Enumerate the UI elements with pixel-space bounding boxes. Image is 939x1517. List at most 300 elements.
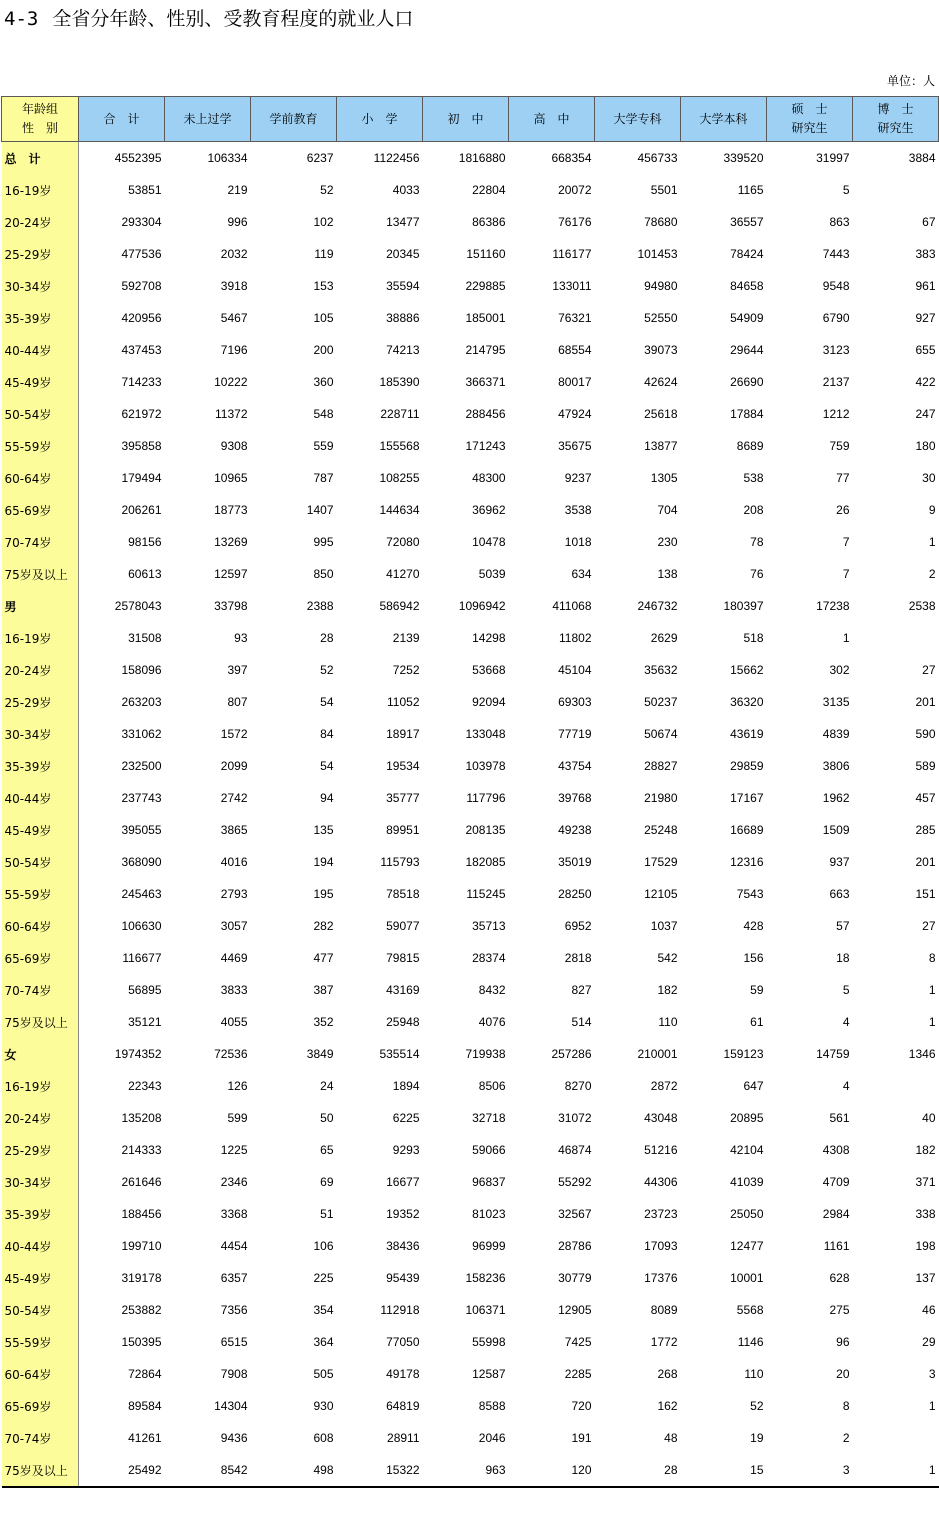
table-cell: 3135 <box>822 695 850 709</box>
table-cell: 1 <box>842 631 850 645</box>
table-cell <box>853 622 939 654</box>
header-line: 性 别 <box>21 121 58 135</box>
table-cell: 67 <box>922 215 936 229</box>
table-cell: 151 <box>915 887 936 901</box>
table-cell: 28374 <box>472 951 506 965</box>
table-row <box>2 558 939 590</box>
table-cell: 360 <box>313 375 334 389</box>
table-cell: 3 <box>928 1367 936 1381</box>
table-cell: 135208 <box>121 1111 162 1125</box>
table-cell: 96999 <box>472 1239 506 1253</box>
table-cell: 4469 <box>220 951 248 965</box>
table-cell: 98156 <box>128 535 162 549</box>
row-label: 65-69岁 <box>2 942 79 974</box>
table-cell: 232500 <box>121 759 162 773</box>
table-cell: 2742 <box>220 791 248 805</box>
table-cell: 3806 <box>822 759 850 773</box>
table-row <box>2 1358 939 1390</box>
table-cell: 9237 <box>564 471 592 485</box>
row-label: 45-49岁 <box>2 366 79 398</box>
table-cell: 1165 <box>737 183 764 197</box>
row-label: 男 <box>2 590 79 622</box>
table-row <box>2 654 939 686</box>
table-cell: 194 <box>313 855 334 869</box>
table-cell: 35713 <box>472 919 506 933</box>
table-cell: 182 <box>915 1143 936 1157</box>
table-cell: 719938 <box>465 1047 506 1061</box>
table-cell: 514 <box>571 1015 592 1029</box>
table-cell: 179494 <box>121 471 162 485</box>
table-cell: 8270 <box>564 1079 592 1093</box>
table-row <box>2 1454 939 1487</box>
table-cell: 32718 <box>472 1111 506 1125</box>
table-cell: 12587 <box>472 1367 506 1381</box>
table-cell: 263203 <box>121 695 162 709</box>
row-label: 16-19岁 <box>2 1070 79 1102</box>
table-cell: 237743 <box>121 791 162 805</box>
table-cell: 807 <box>227 695 248 709</box>
table-cell: 20345 <box>386 247 420 261</box>
table-cell: 559 <box>313 439 334 453</box>
row-label: 40-44岁 <box>2 334 79 366</box>
table-cell: 1 <box>928 1399 936 1413</box>
table-cell: 93 <box>234 631 248 645</box>
table-cell: 228711 <box>380 407 420 421</box>
table-row <box>2 430 939 462</box>
table-cell: 36962 <box>472 503 506 517</box>
table-cell: 13877 <box>644 439 678 453</box>
table-cell: 55998 <box>472 1335 506 1349</box>
table-cell: 428 <box>743 919 764 933</box>
table-cell: 3849 <box>306 1047 334 1061</box>
table-cell: 2046 <box>478 1431 506 1445</box>
table-cell: 17529 <box>644 855 678 869</box>
table-cell: 229885 <box>465 279 506 293</box>
table-cell: 371 <box>915 1175 936 1189</box>
table-cell: 14304 <box>214 1399 248 1413</box>
table-cell: 477536 <box>121 247 162 261</box>
table-cell: 84 <box>320 727 334 741</box>
table-cell: 8588 <box>478 1399 506 1413</box>
table-row <box>2 782 939 814</box>
table-cell: 77 <box>836 471 850 485</box>
table-row <box>2 750 939 782</box>
table-cell: 43169 <box>386 983 420 997</box>
table-cell: 55292 <box>558 1175 592 1189</box>
table-cell: 36557 <box>730 215 764 229</box>
table-cell: 49238 <box>558 823 592 837</box>
table-cell: 319178 <box>121 1271 162 1285</box>
table-cell: 2137 <box>822 375 850 389</box>
table-cell: 31997 <box>816 151 850 165</box>
table-row <box>2 206 939 238</box>
column-header <box>337 97 423 142</box>
table-cell: 78 <box>750 535 764 549</box>
table-cell: 14298 <box>472 631 506 645</box>
table-cell: 7443 <box>822 247 850 261</box>
table-cell: 2032 <box>220 247 248 261</box>
table-row <box>2 718 939 750</box>
table-cell: 366371 <box>465 375 506 389</box>
table-cell: 12477 <box>730 1239 764 1253</box>
table-cell: 1212 <box>822 407 850 421</box>
table-row <box>2 270 939 302</box>
table-cell: 133048 <box>465 727 506 741</box>
table-cell: 84658 <box>730 279 764 293</box>
table-cell: 208 <box>743 503 764 517</box>
table-row <box>2 1294 939 1326</box>
table-cell: 2346 <box>220 1175 248 1189</box>
table-cell: 77050 <box>386 1335 420 1349</box>
table-row <box>2 622 939 654</box>
table-row <box>2 814 939 846</box>
table-cell: 59066 <box>472 1143 506 1157</box>
table-cell: 1122456 <box>373 151 420 165</box>
table-cell: 22343 <box>128 1079 162 1093</box>
table-cell: 206261 <box>121 503 162 517</box>
table-row <box>2 1102 939 1134</box>
table-cell: 86386 <box>472 215 506 229</box>
header-line: 大学本科 <box>699 111 748 126</box>
table-cell: 4 <box>842 1079 850 1093</box>
row-label: 45-49岁 <box>2 814 79 846</box>
table-cell: 31072 <box>558 1111 592 1125</box>
table-cell: 74213 <box>386 343 420 357</box>
table-cell: 9293 <box>392 1143 420 1157</box>
row-label: 70-74岁 <box>2 526 79 558</box>
table-cell: 47924 <box>558 407 592 421</box>
table-cell: 1225 <box>220 1143 248 1157</box>
row-label: 60-64岁 <box>2 910 79 942</box>
column-header <box>165 97 251 142</box>
table-row <box>2 1166 939 1198</box>
header-line: 年龄组 <box>21 102 58 116</box>
table-cell: 138 <box>657 567 678 581</box>
row-label: 55-59岁 <box>2 878 79 910</box>
table-cell: 68554 <box>558 343 592 357</box>
table-cell: 4839 <box>822 727 850 741</box>
table-cell: 30 <box>922 471 936 485</box>
table-cell: 23723 <box>644 1207 678 1221</box>
table-cell: 634 <box>571 567 592 581</box>
table-cell: 5 <box>842 183 850 197</box>
table-cell: 78424 <box>730 247 764 261</box>
table-cell: 257286 <box>551 1047 592 1061</box>
table-cell: 158096 <box>121 663 162 677</box>
table-cell: 120 <box>509 1454 595 1487</box>
table-cell: 103978 <box>465 759 506 773</box>
column-header <box>509 97 595 142</box>
table-cell: 2872 <box>650 1079 678 1093</box>
table-row <box>2 590 939 622</box>
table-cell: 180 <box>915 439 936 453</box>
table-row <box>2 1390 939 1422</box>
table-cell: 38436 <box>386 1239 420 1253</box>
table-cell: 208135 <box>465 823 506 837</box>
table-cell: 7 <box>842 567 850 581</box>
table-cell: 6952 <box>564 919 592 933</box>
table-cell: 275 <box>829 1303 850 1317</box>
table-cell: 2538 <box>908 599 936 613</box>
table-cell: 247 <box>915 407 936 421</box>
table-row <box>2 302 939 334</box>
table-cell: 246732 <box>637 599 678 613</box>
table-cell: 7252 <box>392 663 420 677</box>
table-number: 4-3 <box>4 8 39 30</box>
table-cell: 31508 <box>128 631 162 645</box>
table-cell: 1096942 <box>458 599 506 613</box>
table-cell: 2984 <box>822 1207 850 1221</box>
table-row <box>2 174 939 206</box>
table-cell: 59 <box>750 983 764 997</box>
table-cell: 35777 <box>386 791 420 805</box>
row-label: 30-34岁 <box>2 718 79 750</box>
row-label: 25-29岁 <box>2 238 79 270</box>
table-cell: 1962 <box>822 791 850 805</box>
table-cell: 52 <box>750 1399 764 1413</box>
table-cell: 61 <box>750 1015 764 1029</box>
table-cell: 106 <box>313 1239 334 1253</box>
table-cell: 4454 <box>220 1239 248 1253</box>
table-cell: 2 <box>842 1431 850 1445</box>
table-cell: 76 <box>750 567 764 581</box>
table-cell: 30779 <box>558 1271 592 1285</box>
table-cell: 115245 <box>466 887 506 901</box>
table-row <box>2 878 939 910</box>
table-cell: 33798 <box>214 599 248 613</box>
table-cell: 119 <box>314 247 334 261</box>
table-cell: 26690 <box>730 375 764 389</box>
table-cell: 40 <box>922 1111 936 1125</box>
table-cell: 89584 <box>128 1399 162 1413</box>
table-cell: 72080 <box>386 535 420 549</box>
table-cell: 96837 <box>472 1175 506 1189</box>
table-cell: 2139 <box>392 631 420 645</box>
table-cell: 1816880 <box>458 151 506 165</box>
table-row <box>2 974 939 1006</box>
table-cell: 4033 <box>392 183 420 197</box>
table-cell: 53851 <box>128 183 162 197</box>
row-label: 55-59岁 <box>2 1326 79 1358</box>
table-cell: 94 <box>320 791 334 805</box>
table-cell: 8542 <box>165 1454 251 1487</box>
table-cell: 411068 <box>552 599 592 613</box>
table-cell: 27 <box>922 919 936 933</box>
table-cell: 43619 <box>730 727 764 741</box>
table-cell: 182 <box>657 983 678 997</box>
table-cell: 115793 <box>380 855 420 869</box>
table-cell: 28 <box>320 631 334 645</box>
table-cell: 76321 <box>558 311 592 325</box>
table-cell: 133011 <box>552 279 592 293</box>
table-cell: 35594 <box>386 279 420 293</box>
table-cell: 5039 <box>478 567 506 581</box>
table-cell: 43754 <box>558 759 592 773</box>
table-cell: 39073 <box>644 343 678 357</box>
table-cell: 4308 <box>822 1143 850 1157</box>
table-cell: 81023 <box>472 1207 506 1221</box>
row-label: 25-29岁 <box>2 686 79 718</box>
row-label: 60-64岁 <box>2 462 79 494</box>
table-cell: 1161 <box>823 1239 850 1253</box>
table-cell: 95439 <box>386 1271 420 1285</box>
table-cell: 89951 <box>386 823 420 837</box>
table-cell: 1037 <box>650 919 678 933</box>
table-cell: 225 <box>313 1271 334 1285</box>
table-cell: 245463 <box>121 887 162 901</box>
table-cell: 10965 <box>214 471 248 485</box>
table-cell: 35675 <box>558 439 592 453</box>
table-cell: 39768 <box>558 791 592 805</box>
table-cell: 10222 <box>214 375 248 389</box>
table-cell: 13269 <box>214 535 248 549</box>
table-cell: 185390 <box>379 375 420 389</box>
table-cell: 112918 <box>380 1303 420 1317</box>
table-cell: 25618 <box>644 407 678 421</box>
table-cell: 155568 <box>379 439 420 453</box>
table-cell: 29644 <box>730 343 764 357</box>
table-cell: 50 <box>320 1111 334 1125</box>
table-cell: 996 <box>227 215 248 229</box>
header-line: 研究生 <box>877 121 914 135</box>
table-cell: 69 <box>320 1175 334 1189</box>
table-cell: 38886 <box>386 311 420 325</box>
table-cell: 2793 <box>220 887 248 901</box>
column-header <box>853 97 939 142</box>
table-cell: 135 <box>313 823 334 837</box>
table-cell: 13477 <box>386 215 420 229</box>
table-cell: 28827 <box>644 759 678 773</box>
table-cell: 561 <box>829 1111 850 1125</box>
table-cell: 1572 <box>220 727 248 741</box>
table-cell: 3 <box>767 1454 853 1487</box>
table-cell: 3833 <box>220 983 248 997</box>
table-cell: 608 <box>313 1431 334 1445</box>
table-cell: 6790 <box>822 311 850 325</box>
table-cell: 9548 <box>822 279 850 293</box>
table-cell: 505 <box>313 1367 334 1381</box>
table-cell: 14759 <box>816 1047 850 1061</box>
table-cell: 35121 <box>128 1015 162 1029</box>
table-row <box>2 1422 939 1454</box>
table-cell: 8 <box>842 1399 850 1413</box>
table-cell: 827 <box>571 983 592 997</box>
header-line: 未上过学 <box>183 111 232 126</box>
table-cell: 214333 <box>121 1143 162 1157</box>
table-cell: 44306 <box>644 1175 678 1189</box>
table-cell: 592708 <box>121 279 162 293</box>
table-cell: 180397 <box>723 599 764 613</box>
table-cell: 1 <box>928 983 936 997</box>
table-cell: 8506 <box>478 1079 506 1093</box>
table-cell: 219 <box>227 183 248 197</box>
table-row <box>2 1262 939 1294</box>
table-cell: 586942 <box>379 599 420 613</box>
table-cell: 48 <box>664 1431 678 1445</box>
table-cell: 106630 <box>121 919 162 933</box>
table-cell: 961 <box>915 279 936 293</box>
column-header <box>251 97 337 142</box>
table-cell: 6237 <box>306 151 334 165</box>
table-cell: 198 <box>915 1239 936 1253</box>
header-line: 研究生 <box>791 121 828 135</box>
table-cell: 282 <box>313 919 334 933</box>
table-cell: 17884 <box>730 407 764 421</box>
table-cell: 930 <box>313 1399 334 1413</box>
table-cell: 1305 <box>650 471 678 485</box>
table-cell: 78518 <box>386 887 420 901</box>
header-line: 硕 士 <box>791 102 828 116</box>
header-row <box>2 97 939 142</box>
table-cell: 863 <box>829 215 850 229</box>
row-label: 16-19岁 <box>2 174 79 206</box>
table-cell: 437453 <box>121 343 162 357</box>
table-cell: 52550 <box>644 311 678 325</box>
table-cell: 395055 <box>121 823 162 837</box>
table-cell: 54 <box>320 759 334 773</box>
table-cell: 52 <box>320 663 334 677</box>
table-cell: 20 <box>836 1367 850 1381</box>
table-cell: 456733 <box>637 151 678 165</box>
table-cell: 162 <box>657 1399 678 1413</box>
table-cell: 65 <box>320 1143 334 1157</box>
table-cell: 1974352 <box>114 1047 162 1061</box>
table-cell: 2388 <box>306 599 334 613</box>
table-cell: 45104 <box>558 663 592 677</box>
table-cell: 7196 <box>220 343 248 357</box>
table-cell: 230 <box>657 535 678 549</box>
table-cell: 714233 <box>121 375 162 389</box>
table-cell: 28786 <box>558 1239 592 1253</box>
row-label: 女 <box>2 1038 79 1070</box>
header-line: 高 中 <box>533 111 570 126</box>
table-cell: 5467 <box>220 311 248 325</box>
row-label: 45-49岁 <box>2 1262 79 1294</box>
table-cell: 352 <box>313 1015 334 1029</box>
table-cell: 108255 <box>379 471 420 485</box>
table-cell: 3918 <box>220 279 248 293</box>
table-cell: 101453 <box>637 247 678 261</box>
table-cell: 59077 <box>386 919 420 933</box>
table-cell: 339520 <box>723 151 764 165</box>
table-cell: 457 <box>915 791 936 805</box>
table-cell: 1346 <box>908 1047 936 1061</box>
table-cell: 1772 <box>650 1335 678 1349</box>
table-cell: 69303 <box>558 695 592 709</box>
table-cell: 188456 <box>121 1207 162 1221</box>
table-row <box>2 398 939 430</box>
table-row <box>2 1134 939 1166</box>
table-cell: 261646 <box>121 1175 162 1189</box>
table-cell: 16677 <box>386 1175 420 1189</box>
table-cell: 159123 <box>723 1047 764 1061</box>
table-cell: 1 <box>928 1015 936 1029</box>
table-cell: 787 <box>313 471 334 485</box>
table-cell: 51216 <box>644 1143 678 1157</box>
table-cell: 927 <box>915 311 936 325</box>
table-cell: 19352 <box>386 1207 420 1221</box>
table-cell: 94980 <box>644 279 678 293</box>
table-cell: 200 <box>313 343 334 357</box>
table-cell: 628 <box>829 1271 850 1285</box>
table-cell: 2818 <box>564 951 592 965</box>
table-cell: 2285 <box>564 1367 592 1381</box>
table-cell: 995 <box>313 535 334 549</box>
table-cell: 35632 <box>644 663 678 677</box>
column-header <box>681 97 767 142</box>
row-label: 75岁及以上 <box>2 1006 79 1038</box>
employment-table <box>1 96 939 1488</box>
